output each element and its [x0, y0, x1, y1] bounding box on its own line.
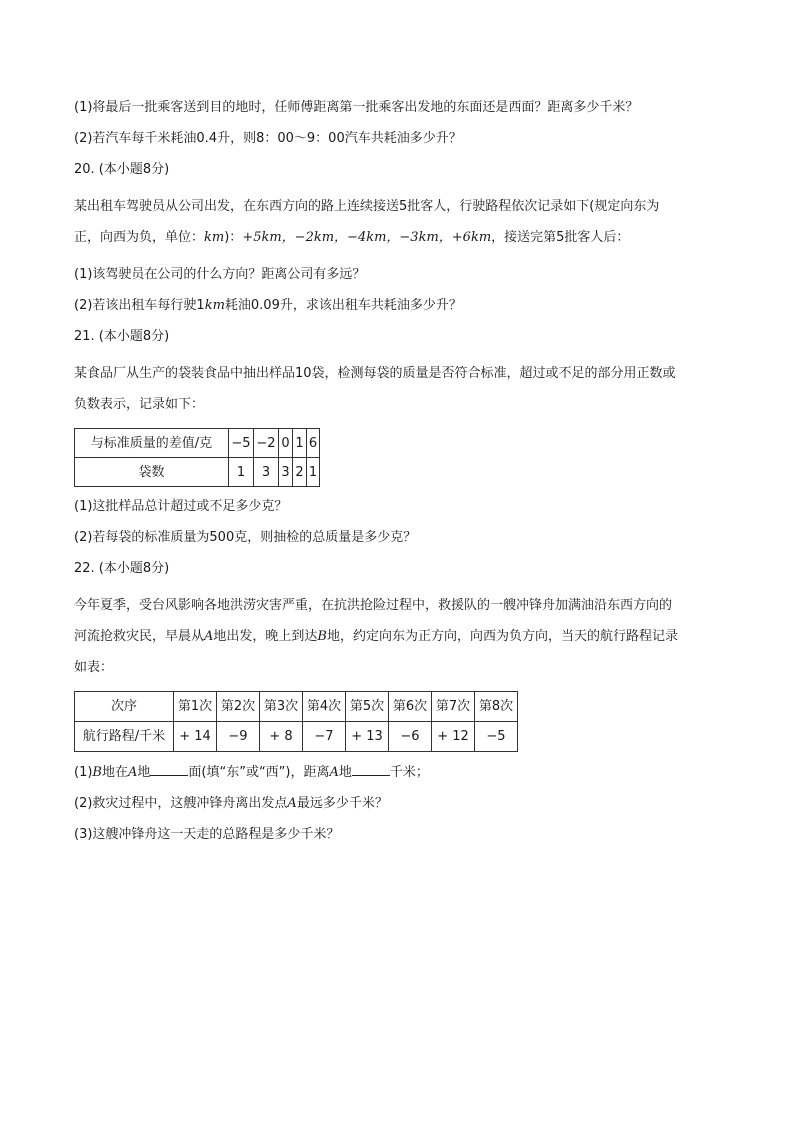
q22-part2-text-a: (2)救灾过程中，这艘冲锋舟离出发点 — [74, 796, 288, 811]
q22-order-cell: 第6次 — [389, 692, 432, 722]
q22-point-b: B — [317, 629, 327, 644]
q22-order-cell: 第3次 — [260, 692, 303, 722]
q19-part1: (1)将最后一批乘客送到目的地时，任师傅距离第一批乘客出发地的东面还是西面？距离多少千米？ — [74, 100, 639, 115]
q22-distance-cell: + 8 — [260, 722, 303, 752]
q21-part2: (2)若每袋的标准质量为500克，则抽检的总质量是多少克？ — [74, 530, 417, 545]
q21-part1: (1)这批样品总计超过或不足多少克？ — [74, 499, 288, 514]
q22-distance-cell: + 13 — [346, 722, 389, 752]
q22-stem-line2 — [74, 621, 724, 652]
q22-distance-cell: + 14 — [174, 722, 217, 752]
q22-stem-line3: 如表： — [74, 660, 114, 675]
q22-order-cell: 第5次 — [346, 692, 389, 722]
q22-order-cell: 第4次 — [303, 692, 346, 722]
q22-distance-cell: −7 — [303, 722, 346, 752]
q20-stem-text-a: 正，向西为负，单位： — [74, 230, 205, 245]
worksheet-page — [74, 98, 724, 856]
q21-count-cell: 2 — [293, 458, 307, 487]
q20-unit-km: km — [204, 230, 225, 245]
q22-part1-point-b: B — [92, 765, 102, 780]
q20-part2-unit: km — [204, 298, 225, 313]
q22-part1-text-e: 千米； — [389, 765, 429, 780]
q21-table — [74, 428, 320, 487]
q22-distance-cell: −9 — [217, 722, 260, 752]
q21-stem-line1: 某食品厂从生产的袋装食品中抽出样品10袋，检测每袋的质量是否符合标准，超过或不足的部分用正数或 — [74, 366, 676, 381]
q21-stem — [74, 358, 724, 420]
q21-diff-cell: −2 — [254, 429, 279, 458]
q20-stem-line1: 某出租车驾驶员从公司出发，在东西方向的路上连续接送5批客人，行驶路程依次记录如下(规定向东为 — [74, 199, 660, 214]
q20-stem-line2 — [74, 222, 724, 253]
q22-stem — [74, 590, 724, 683]
q20-part1: (1)该驾驶员在公司的什么方向？距离公司有多远？ — [74, 267, 366, 282]
q20-stem-text-c: ，接送完第5批客人后： — [491, 230, 630, 245]
q22-order-cell: 第1次 — [174, 692, 217, 722]
q20-heading: 20. (本小题8分) — [74, 162, 170, 177]
answer-blank-direction[interactable] — [150, 762, 188, 776]
q21-count-cell: 1 — [307, 458, 320, 487]
q20-part2-text-b: 耗油0.09升，求该出租车共耗油多少升？ — [224, 298, 462, 313]
q20-records: +5km，−2km，−4km，−3km，+6km — [242, 230, 492, 245]
q22-order-cell: 第7次 — [432, 692, 475, 722]
q21-row-label-diff: 与标准质量的差值/克 — [75, 429, 229, 458]
q22-part2-point-a: A — [287, 796, 297, 811]
q21-table-row-count — [75, 458, 320, 487]
q22-part1-point-a-2: A — [329, 765, 339, 780]
q21-table-row-diff — [75, 429, 320, 458]
q20-part2 — [74, 296, 724, 315]
q21-count-cell: 3 — [279, 458, 293, 487]
q20-stem — [74, 191, 724, 253]
q22-part3: (3)这艘冲锋舟这一天走的总路程是多少千米？ — [74, 827, 340, 842]
q21-diff-cell: 6 — [307, 429, 320, 458]
q22-part2-text-b: 最远多少千米？ — [296, 796, 388, 811]
q21-count-cell: 3 — [254, 458, 279, 487]
q22-row-label-order: 次序 — [75, 692, 174, 722]
q21-count-cell: 1 — [229, 458, 254, 487]
q22-heading: 22. (本小题8分) — [74, 561, 170, 576]
q21-row-label-count: 袋数 — [75, 458, 229, 487]
q22-part2 — [74, 794, 724, 813]
q22-part1 — [74, 762, 724, 782]
q22-stem-text-b: 地出发，晚上到达 — [213, 629, 318, 644]
q22-stem-text-a: 河流抢救灾民，早晨从 — [74, 629, 205, 644]
q22-part1-text-d: 地 — [338, 765, 352, 780]
q21-diff-cell: −5 — [229, 429, 254, 458]
q21-stem-line2: 负数表示，记录如下： — [74, 397, 205, 412]
q19-part2: (2)若汽车每千米耗油0.4升，则8：00～9：00汽车共耗油多少升？ — [74, 131, 462, 146]
q22-part1-point-a: A — [128, 765, 138, 780]
q22-point-a: A — [204, 629, 214, 644]
q22-stem-line1: 今年夏季，受台风影响各地洪涝灾害严重，在抗洪抢险过程中，救援队的一艘冲锋舟加满油沿东西方向的 — [74, 598, 673, 613]
q22-table-row-order — [75, 692, 518, 722]
q22-distance-cell: + 12 — [432, 722, 475, 752]
q22-distance-cell: −5 — [475, 722, 518, 752]
q22-row-label-distance: 航行路程/千米 — [75, 722, 174, 752]
q20-part2-text-a: (2)若该出租车每行驶1 — [74, 298, 205, 313]
q22-order-cell: 第8次 — [475, 692, 518, 722]
q22-distance-cell: −6 — [389, 722, 432, 752]
answer-blank-distance[interactable] — [352, 762, 390, 776]
q22-part1-number: (1) — [74, 765, 93, 780]
q22-table-row-distance — [75, 722, 518, 752]
q21-diff-cell: 1 — [293, 429, 307, 458]
q22-table — [74, 691, 518, 752]
q21-diff-cell: 0 — [279, 429, 293, 458]
q22-part1-text-c: 面(填“东”或“西”)，距离 — [188, 765, 330, 780]
q20-stem-text-b: )： — [224, 230, 243, 245]
q22-order-cell: 第2次 — [217, 692, 260, 722]
q22-part1-text-b: 地 — [137, 765, 151, 780]
q22-part1-text-a: 地在 — [101, 765, 128, 780]
q22-stem-text-c: 地，约定向东为正方向，向西为负方向，当天的航行路程记录 — [326, 629, 678, 644]
q21-heading: 21. (本小题8分) — [74, 329, 170, 344]
